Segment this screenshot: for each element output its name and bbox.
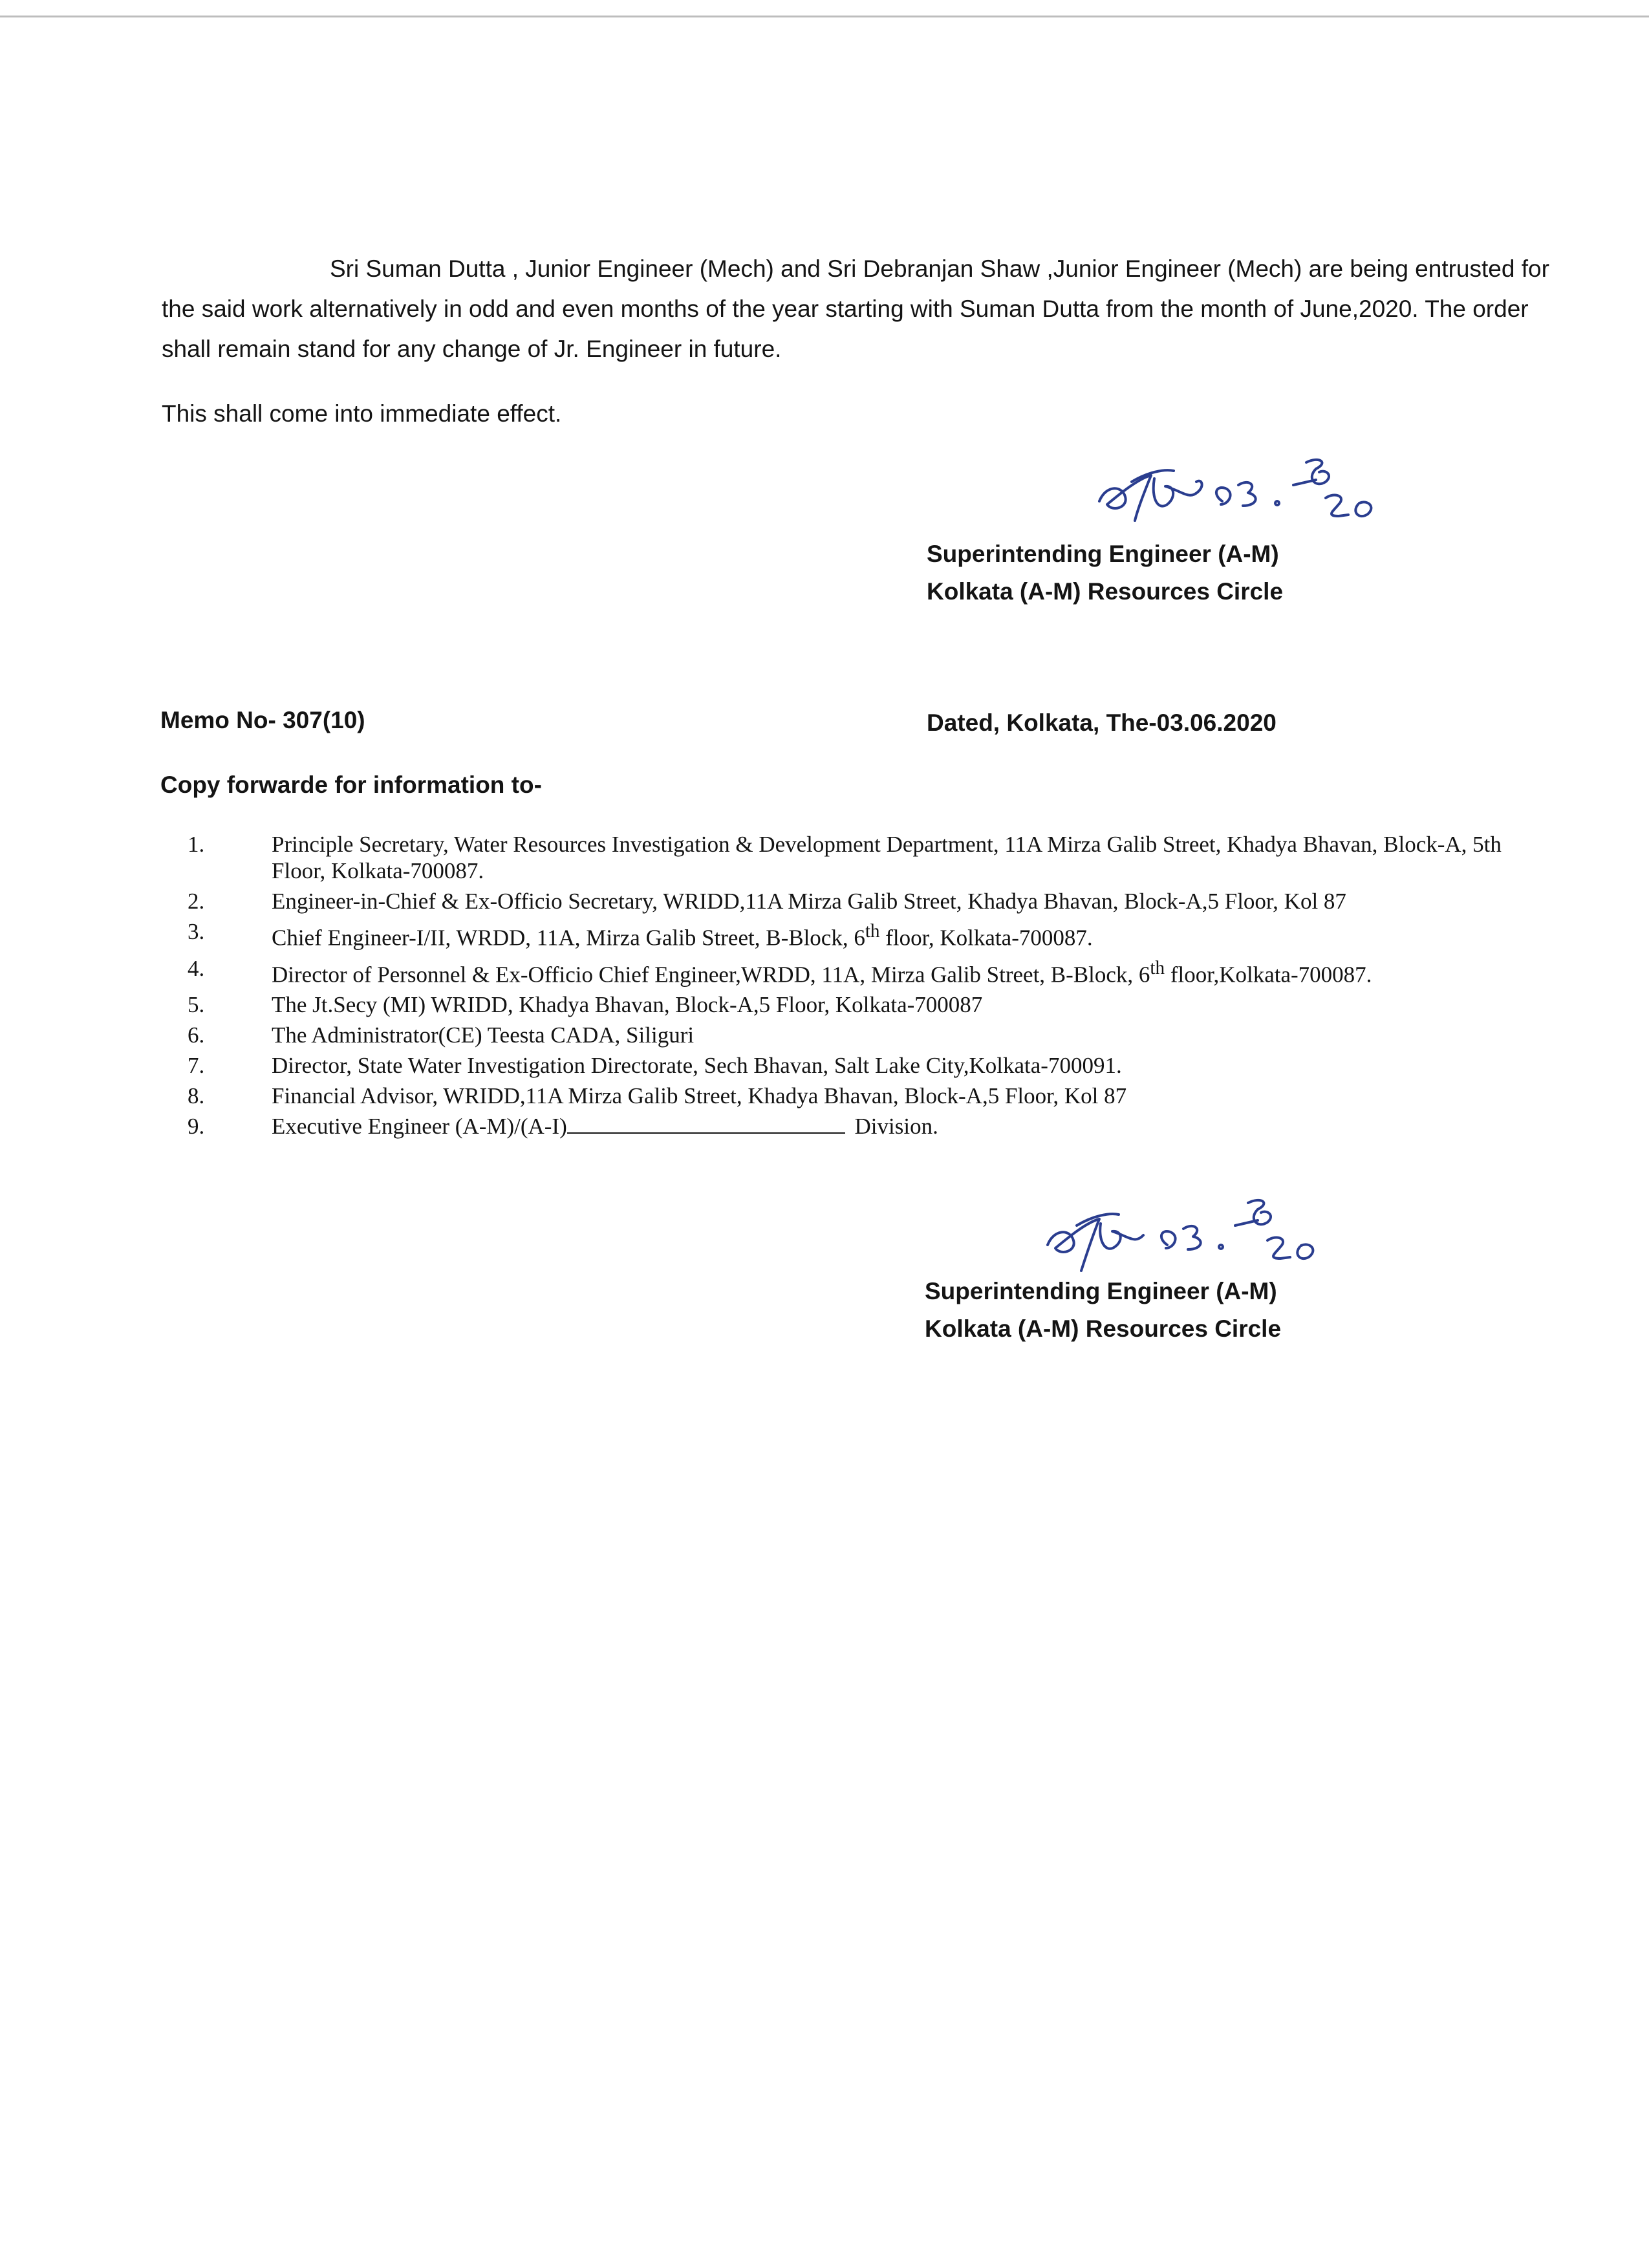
scan-top-edge <box>0 16 1649 17</box>
recipient-list <box>188 831 1533 1143</box>
signatory-block-2 <box>925 1273 1281 1348</box>
handwritten-signature-2 <box>1041 1183 1332 1280</box>
list-item: 8. Financial Advisor, WRIDD,11A Mirza Galib Street, Khadya Bhavan, Block-A,5 Floor, Kol 87 <box>188 1083 1127 1109</box>
signatory-designation: Superintending Engineer (A-M) <box>927 541 1279 567</box>
body-paragraph-1: Sri Suman Dutta , Junior Engineer (Mech) and Sri Debranjan Shaw ,Junior Engineer (Mech) are being entrusted for the said work alternatively in odd and even months of the year starting with Suman Dutta from the month of June,2020. The order shall remain stand for any change of Jr. Engineer in future. <box>162 255 1549 362</box>
signatory-block-1 <box>927 535 1283 610</box>
list-item: 2. Engineer-in-Chief & Ex-Officio Secretary, WRIDD,11A Mirza Galib Street, Khadya Bhavan, Block-A,5 Floor, Kol 87 <box>188 889 1346 914</box>
list-item: 3. Chief Engineer-I/II, WRDD, 11A, Mirza Galib Street, B-Block, 6th floor, Kolkata-700087. <box>188 919 1093 951</box>
copy-forward-heading: Copy forwarde for information to- <box>160 772 542 798</box>
blank-fill-line <box>567 1113 845 1134</box>
list-item: 9. Executive Engineer (A-M)/(A-I) Division. <box>188 1114 938 1139</box>
memo-date: Dated, Kolkata, The-03.06.2020 <box>927 709 1277 736</box>
body-paragraph-2: This shall come into immediate effect. <box>162 400 562 427</box>
handwritten-signature-1 <box>1093 440 1397 537</box>
list-item: 7. Director, State Water Investigation Directorate, Sech Bhavan, Salt Lake City,Kolkata-700091. <box>188 1053 1122 1079</box>
list-item: 1. Principle Secretary, Water Resources Investigation & Development Department, 11A Mirza Galib Street, Khadya Bhavan, Block-A, 5th Floor, Kolkata-700087. <box>188 832 1502 883</box>
signatory-office: Kolkata (A-M) Resources Circle <box>927 578 1284 605</box>
list-item: 5. The Jt.Secy (MI) WRIDD, Khadya Bhavan, Block-A,5 Floor, Kolkata-700087 <box>188 992 983 1018</box>
list-item: 4. Director of Personnel & Ex-Officio Chief Engineer,WRDD, 11A, Mirza Galib Street, B-Block, 6th floor,Kolkata-700087. <box>188 955 1372 988</box>
signatory-designation: Superintending Engineer (A-M) <box>925 1278 1277 1304</box>
memo-number: Memo No- 307(10) <box>160 707 365 733</box>
signatory-office: Kolkata (A-M) Resources Circle <box>925 1315 1282 1342</box>
list-item: 6. The Administrator(CE) Teesta CADA, Siliguri <box>188 1022 695 1048</box>
